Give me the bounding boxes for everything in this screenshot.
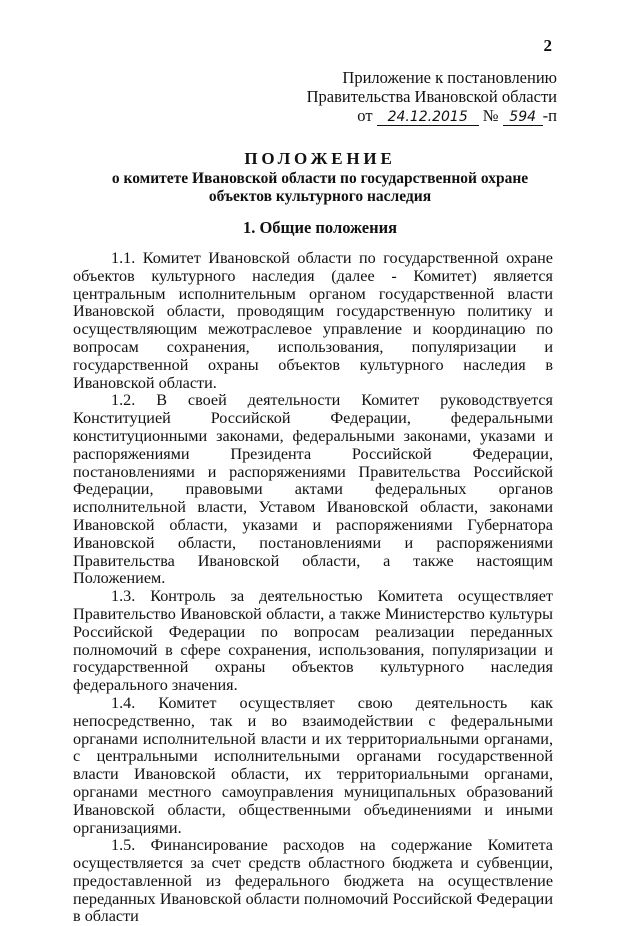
document-title — [0, 148, 640, 206]
appendix-line-2: Правительства Ивановской области — [306, 87, 557, 106]
handwritten-date: 24.12.2015 — [377, 109, 479, 126]
paragraph-1-3: 1.3. Контроль за деятельностью Комитета осуществляет Правительство Ивановской области, а также Министерство культуры Российской Федерации по вопросам реализации переданных полномочий в сфере сохранения, использования, популяризации и государственной охраны объектов культурного наследия федерального значения. — [73, 587, 553, 695]
number-sign: № — [482, 106, 499, 125]
title-line-2: о комитете Ивановской области по государственной охране — [111, 170, 529, 187]
page-number: 2 — [543, 36, 552, 55]
title-line-3: объектов культурного наследия — [208, 188, 432, 205]
section-body — [73, 250, 553, 926]
paragraph-1-5: 1.5. Финансирование расходов на содержание Комитета осуществляется за счет средств областного бюджета и субвенции, предоставленной из федерального бюджета на осуществление переданных Ивановской области полномочий Российской Федерации в области — [73, 836, 553, 926]
appendix-block — [307, 68, 557, 126]
appendix-date-line — [307, 106, 557, 126]
title-main: ПОЛОЖЕНИЕ — [244, 149, 396, 168]
number-suffix: -п — [542, 106, 557, 125]
appendix-line-1: Приложение к постановлению — [342, 68, 557, 87]
handwritten-number: 594 — [503, 109, 543, 126]
section-heading: 1. Общие положения — [242, 218, 398, 237]
date-prefix: от — [357, 106, 373, 125]
paragraph-1-2: 1.2. В своей деятельности Комитет руководствуется Конституцией Российской Федерации, федеральными конституционными законами, федеральными законами, указами и распоряжениями Президента Российской Федерации, постановлениями и распоряжениями Правительства Российской Федерации, правовыми актами федеральных органов исполнительной власти, Уставом Ивановской области, законами Ивановской области, указами и распоряжениями Губернатора Ивановской области, постановлениями и распоряжениями Правительства Ивановской области, а также настоящим Положением. — [73, 391, 553, 588]
paragraph-1-1: 1.1. Комитет Ивановской области по государственной охране объектов культурного наследия (далее - Комитет) является центральным исполнительным органом государственной власти Ивановской области, проводящим государственную политику и осуществляющим межотраслевое управление и координацию по вопросам сохранения, использования, популяризации и государственной охраны объектов культурного наследия в Ивановской области. — [73, 249, 553, 392]
paragraph-1-4: 1.4. Комитет осуществляет свою деятельность как непосредственно, так и во взаимодействии с федеральными органами исполнительной власти и их территориальными органами, с центральными исполнительными органами государственной власти Ивановской области, их территориальными органами, органами местного самоуправления муниципальных образований Ивановской области, общественными объединениями и иными организациями. — [73, 693, 553, 837]
